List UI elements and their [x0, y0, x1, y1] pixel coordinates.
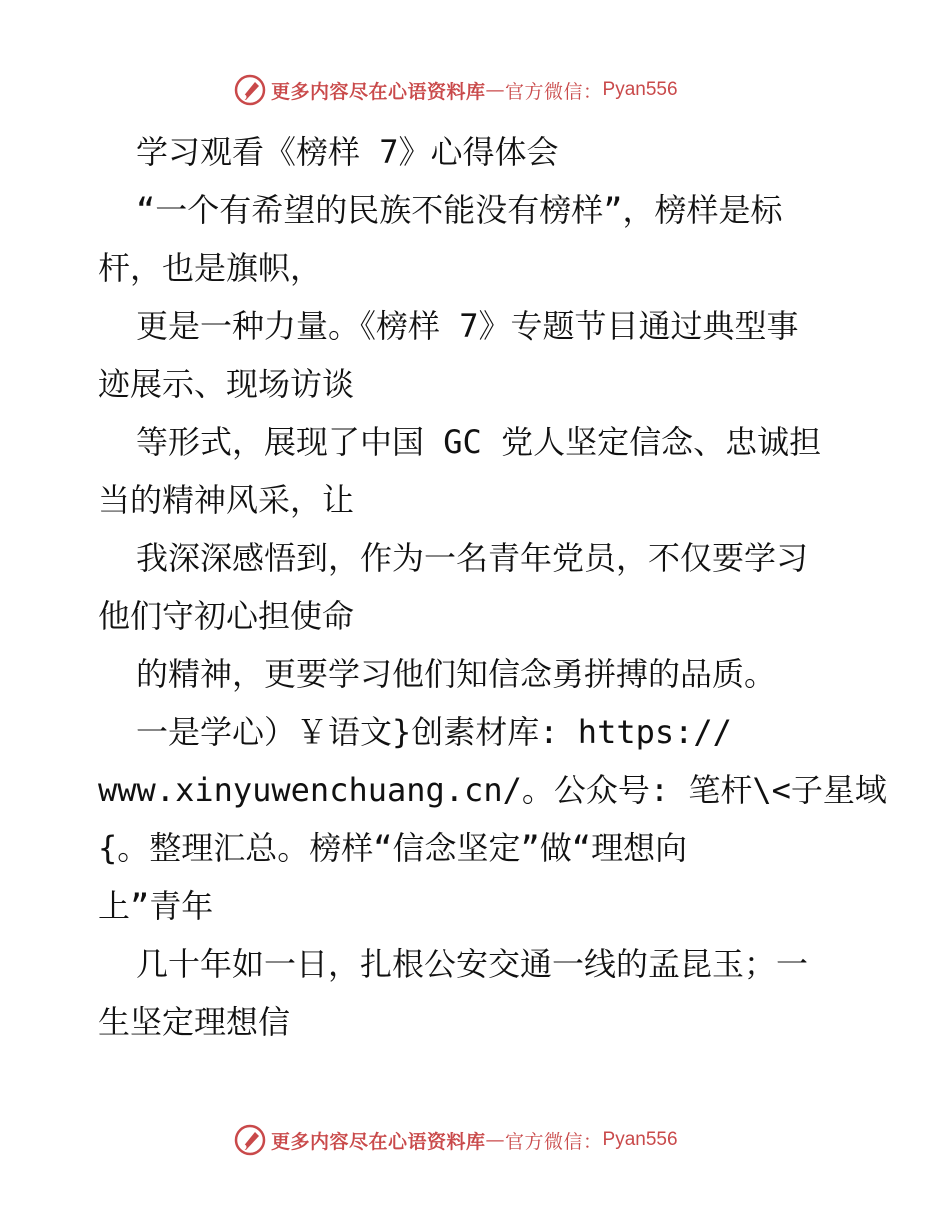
text-line: 生坚定理想信 [98, 1003, 291, 1041]
text-line: 迹展示、现场访谈 [98, 365, 355, 403]
watermark-id: Pyan556 [602, 1129, 678, 1150]
text-line: 杆，也是旗帜， [98, 249, 323, 287]
document-title: 学习观看《榜样 7》心得体会 [136, 133, 559, 171]
watermark-text: 更多内容尽在心语资料库 [271, 80, 486, 103]
watermark-separator: — [485, 1129, 506, 1151]
text-line: 一是学心）￥语文}创素材库: https:// [136, 713, 732, 751]
text-line: www.xinyuwenchuang.cn/。公众号: 笔杆\<子星域 [98, 771, 887, 809]
watermark-id: Pyan556 [602, 79, 678, 100]
watermark-text: 更多内容尽在心语资料库 [271, 1130, 486, 1153]
pen-logo-icon [233, 1123, 267, 1157]
footer-watermark [0, 1120, 950, 1160]
watermark-sub: 官方微信： [505, 80, 603, 103]
watermark-separator: — [485, 79, 506, 101]
document-body [98, 123, 887, 1051]
header-watermark [0, 70, 950, 110]
watermark-sub: 官方微信： [505, 1130, 603, 1153]
pen-logo-icon [233, 73, 267, 107]
text-line: 等形式，展现了中国 GC 党人坚定信念、忠诚担 [136, 423, 822, 461]
text-line: 更是一种力量。《榜样 7》专题节目通过典型事 [136, 307, 799, 345]
text-line: 他们守初心担使命 [98, 597, 355, 635]
text-line: 当的精神风采，让 [98, 481, 355, 519]
text-line: {。整理汇总。榜样“信念坚定”做“理想向 [98, 829, 688, 867]
text-line: 上”青年 [98, 887, 214, 925]
text-line: 几十年如一日，扎根公安交通一线的孟昆玉；一 [136, 945, 809, 983]
text-line: “一个有希望的民族不能没有榜样”，榜样是标 [136, 191, 783, 229]
text-line: 我深深感悟到，作为一名青年党员，不仅要学习 [136, 539, 809, 577]
text-line: 的精神，更要学习他们知信念勇拼搏的品质。 [136, 655, 777, 693]
